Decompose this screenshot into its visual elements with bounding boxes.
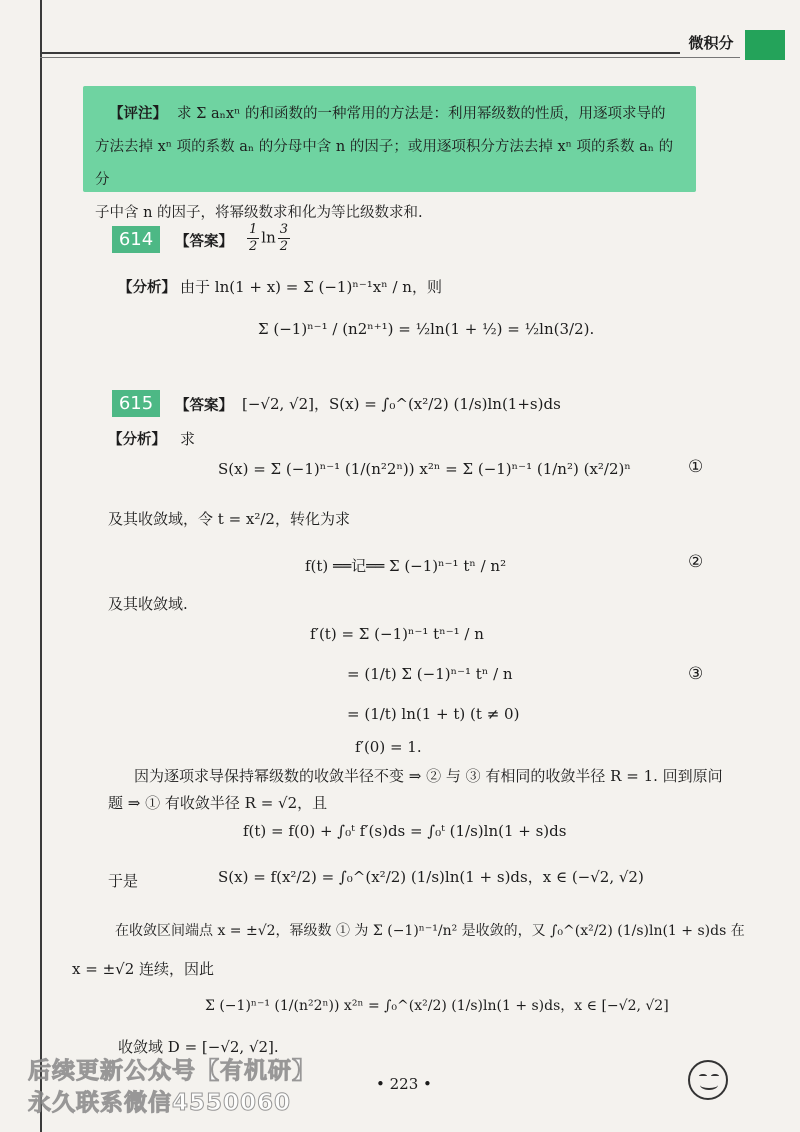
analysis-tag-614: 【分析】: [118, 280, 176, 296]
paragraph-1-line-2: 题 ⇒ ① 有收敛半径 R = √2，且: [108, 794, 328, 812]
paragraph-2-line-1: 在收敛区间端点 x = ±√2，幂级数 ① 为 Σ (−1)ⁿ⁻¹/n² 是收敛的，又 ∫₀^(x²/2) (1/s)ln(1 + s)ds 在: [115, 923, 745, 939]
remark-line-3: 子中含 n 的因子，将幂级数求和化为等比级数求和.: [95, 205, 423, 221]
substitution-line: 及其收敛域，令 t = x²/2，转化为求: [108, 510, 350, 528]
paragraph-2-line-2: x = ±√2 连续，因此: [72, 960, 215, 978]
conclusion-line: 收敛域 D = [−√2, √2].: [118, 1038, 279, 1056]
answer-614: $\frac{1}{2}$ ln $\frac{3}{2}$: [249, 222, 289, 254]
remark-line-1: 【评注】 求 Σ aₙxⁿ 的和函数的一种常用的方法是：利用幂级数的性质，用逐项求导的: [109, 106, 666, 122]
question-number-615: 615: [112, 390, 160, 417]
watermark-line-2: 永久联系微信4550060: [28, 1090, 292, 1116]
equation-3d: f′(0) = 1.: [355, 738, 422, 756]
question-number-614: 614: [112, 226, 160, 253]
smiley-icon: [688, 1060, 728, 1100]
page-number: • 223 •: [376, 1075, 432, 1093]
header-rule: [40, 52, 740, 54]
equation-4: f(t) = f(0) + ∫₀ᵗ f′(s)ds = ∫₀ᵗ (1/s)ln(1 + s)ds: [243, 822, 567, 840]
remark-box: [83, 86, 696, 221]
remark-label: 【评注】: [109, 106, 167, 122]
answer-tag-615: 【答案】: [175, 398, 233, 414]
domain-line: 及其收敛域.: [108, 595, 188, 613]
equation-5: S(x) = f(x²/2) = ∫₀^(x²/2) (1/s)ln(1 + s)ds，x ∈ (−√2, √2): [218, 868, 644, 886]
paragraph-1-line-1: 因为逐项求导保持幂级数的收敛半径不变 ⇒ ② 与 ③ 有相同的收敛半径 R = 1. 回到原问: [134, 767, 723, 785]
answer-tag-614: 【答案】: [175, 234, 233, 250]
equation-mark-3: ③: [688, 664, 704, 684]
analysis-614-line-2: Σ (−1)ⁿ⁻¹ / (n2ⁿ⁺¹) = ½ln(1 + ½) = ½ln(3/2).: [258, 320, 595, 338]
equation-3c: = (1/t) ln(1 + t) (t ≠ 0): [347, 705, 520, 723]
analysis-tag-615: 【分析】: [108, 432, 166, 448]
analysis-614-line-1: 由于 ln(1 + x) = Σ (−1)ⁿ⁻¹xⁿ / n，则: [180, 278, 442, 296]
equation-2: f(t) ══记══ Σ (−1)ⁿ⁻¹ tⁿ / n²: [305, 557, 507, 575]
remark-line-2: 方法去掉 xⁿ 项的系数 aₙ 的分母中含 n 的因子；或用逐项积分方法去掉 xⁿ 项的系数 aₙ 的分: [95, 139, 674, 188]
equation-mark-1: ①: [688, 457, 704, 477]
equation-1: S(x) = Σ (−1)ⁿ⁻¹ (1/(n²2ⁿ)) x²ⁿ = Σ (−1)ⁿ⁻¹ (1/n²) (x²/2)ⁿ: [218, 460, 631, 478]
page-spine-line: [40, 0, 42, 1132]
equation-mark-2: ②: [688, 552, 704, 572]
yushi-label: 于是: [108, 872, 139, 890]
equation-3a: f′(t) = Σ (−1)ⁿ⁻¹ tⁿ⁻¹ / n: [310, 625, 484, 643]
equation-6: Σ (−1)ⁿ⁻¹ (1/(n²2ⁿ)) x²ⁿ = ∫₀^(x²/2) (1/s)ln(1 + s)ds，x ∈ [−√2, √2]: [205, 998, 669, 1014]
header-rule-thin: [40, 57, 740, 58]
section-color-tab: [745, 30, 785, 60]
seek-text: 求: [180, 430, 196, 448]
watermark-line-1: 后续更新公众号【有机研】: [28, 1058, 316, 1084]
equation-3b: = (1/t) Σ (−1)ⁿ⁻¹ tⁿ / n: [347, 665, 513, 683]
section-title: 微积分: [680, 30, 742, 56]
answer-615: [−√2, √2]，S(x) = ∫₀^(x²/2) (1/s)ln(1+s)ds: [242, 395, 561, 413]
